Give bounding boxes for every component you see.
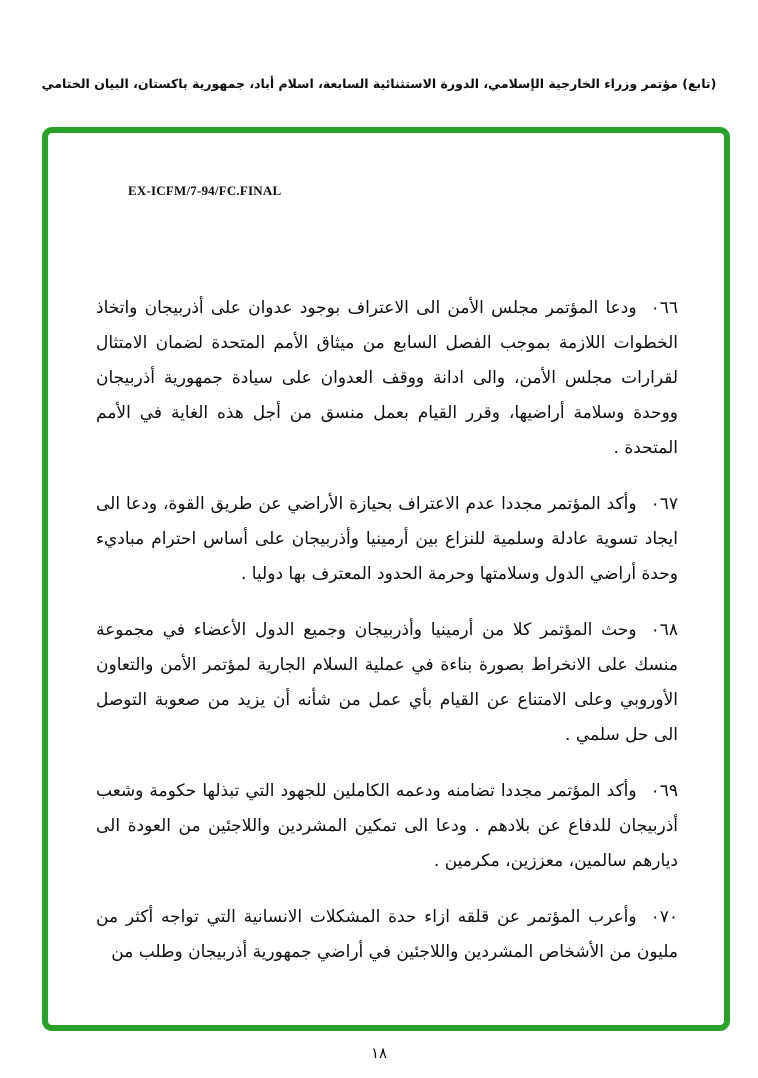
paragraph-text: وحث المؤتمر كلا من أرمينيا وأذربيجان وجميع الدول الأعضاء في مجموعة منسك على الانخراط بصورة بناءة في عملية السلام الجارية لمؤتمر الأمن والتعاون الأوروبي وعلى الامتناع عن القيام بأي عمل من شأنه أن يزيد من صعوبة التوصل الى حل سلمي . (96, 620, 678, 745)
paragraph (96, 487, 678, 592)
green-border-frame (42, 127, 730, 1031)
paragraph (96, 774, 678, 879)
paragraph-number: ٠٦٨ (650, 620, 678, 640)
paragraph-number: ٠٦٦ (650, 298, 678, 318)
paragraph-number: ٠٦٩ (650, 781, 678, 801)
paragraph (96, 900, 678, 970)
paragraph (96, 291, 678, 466)
document-reference-code: EX-ICFM/7-94/FC.FINAL (128, 183, 282, 198)
paragraph-text: ودعا المؤتمر مجلس الأمن الى الاعتراف بوجود عدوان على أذربيجان واتخاذ الخطوات اللازمة بموجب الفصل السابع من ميثاق الأمم المتحدة لضمان الامتثال لقرارات مجلس الأمن، والى ادانة ووقف العدوان على سيادة جمهورية أذربيجان ووحدة وسلامة أراضيها، وقرر القيام بعمل منسق من أجل هذه الغاية في الأمم المتحدة . (96, 298, 678, 458)
document-header-title: (تابع) مؤتمر وزراء الخارجية الإسلامي، الدورة الاستثنائية السابعة، اسلام أباد، جمهورية باكستان، البيان الختامي (41, 76, 717, 91)
paragraph-number: ٠٦٧ (650, 494, 678, 514)
paragraph-text: وأكد المؤتمر مجددا عدم الاعتراف بحيازة الأراضي عن طريق القوة، ودعا الى ايجاد تسوية عادلة وسلمية للنزاع بين أرمينيا وأذربيجان على أساس احترام مباديء وحدة أراضي الدول وسلامتها وحرمة الحدود المعترف بها دوليا . (96, 494, 678, 584)
paragraph-list (96, 291, 678, 991)
paragraph-text: وأكد المؤتمر مجددا تضامنه ودعمه الكاملين للجهود التي تبذلها حكومة وشعب أذربيجان للدفاع عن بلادهم . ودعا الى تمكين المشردين واللاجئين من العودة الى ديارهم سالمين، معززين، مكرمين . (96, 781, 678, 871)
paragraph-number: ٠٧٠ (650, 907, 678, 927)
paragraph-text: وأعرب المؤتمر عن قلقه ازاء حدة المشكلات الانسانية التي تواجه أكثر من مليون من الأشخاص المشردين واللاجئين في أراضي جمهورية أذربيجان وطلب من (96, 907, 678, 962)
paragraph (96, 613, 678, 753)
page-number: ١٨ (370, 1044, 388, 1062)
